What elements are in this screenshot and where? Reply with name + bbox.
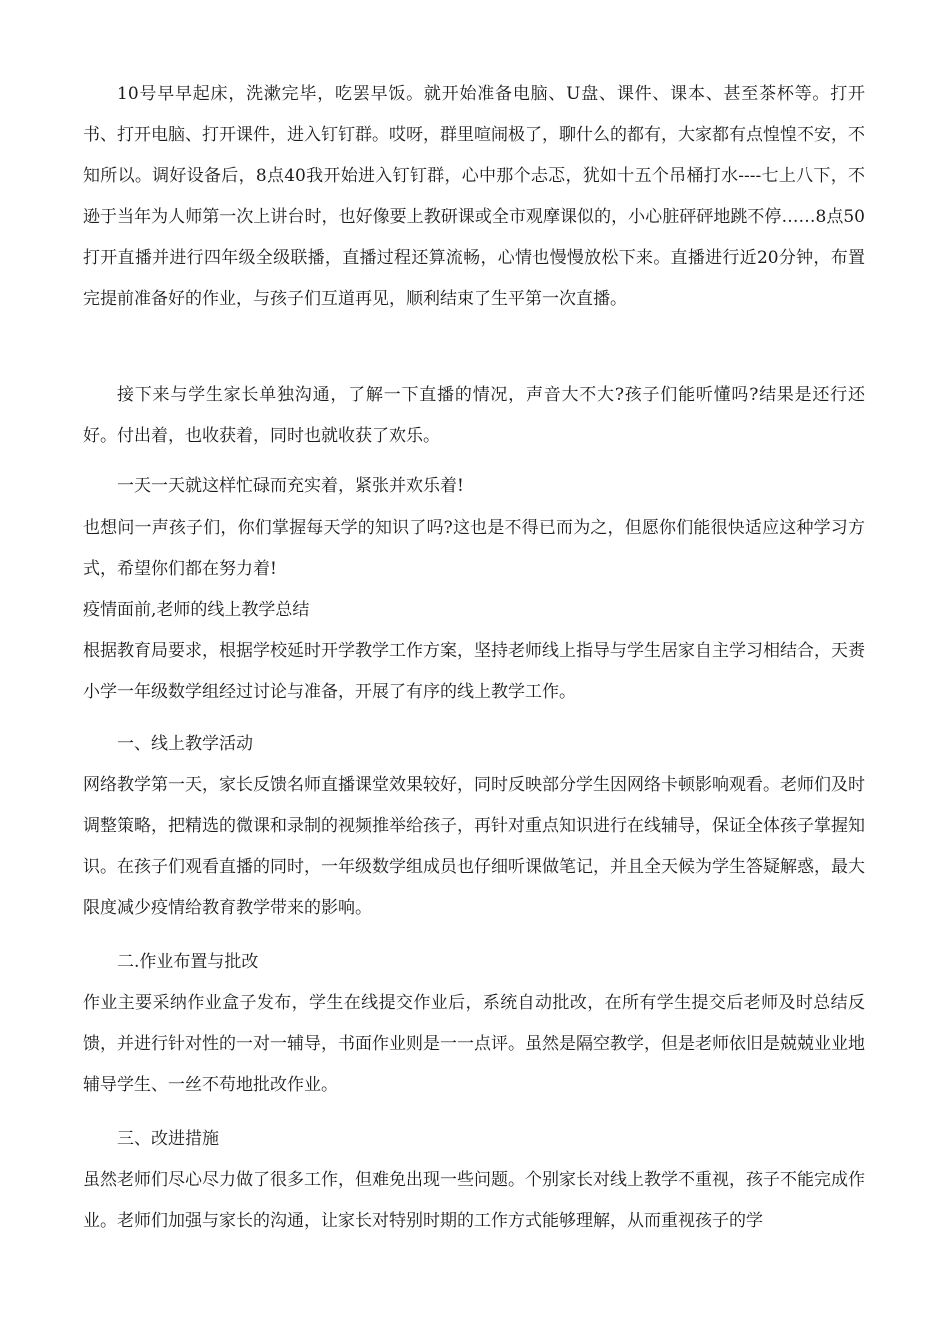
- paragraph-improvements: 虽然老师们尽心尽力做了很多工作，但难免出现一些问题。个别家长对线上教学不重视，孩子不能完成作业。老师们加强与家长的沟通，让家长对特别时期的工作方式能够理解，从而重视孩子的学: [83, 1170, 865, 1231]
- heading-improvements: 三、改进措施: [117, 1129, 219, 1149]
- paragraph-busy-days: 一天一天就这样忙碌而充实着，紧张并欢乐着!: [117, 476, 464, 496]
- heading-homework: 二.作业布置与批改: [117, 952, 259, 972]
- paragraph-homework: 作业主要采纳作业盒子发布，学生在线提交作业后，系统自动批改，在所有学生提交后老师及时总结反馈，并进行针对性的一对一辅导，书面作业则是一一点评。虽然是隔空教学，但是老师依旧是兢兢业业地辅导学生、一丝不苟地批改作业。: [83, 993, 865, 1095]
- paragraph-online-teaching: 网络教学第一天，家长反馈名师直播课堂效果较好，同时反映部分学生因网络卡顿影响观看。老师们及时调整策略，把精选的微课和录制的视频推举给孩子，再针对重点知识进行在线辅导，保证全体孩子掌握知识。在孩子们观看直播的同时，一年级数学组成员也仔细听课做笔记，并且全天候为学生答疑解惑，最大限度减少疫情给教育教学带来的影响。: [83, 775, 865, 918]
- heading-online-teaching: 一、线上教学活动: [117, 734, 253, 754]
- paragraph-question-to-students: 也想问一声孩子们，你们掌握每天学的知识了吗?这也是不得已而为之，但愿你们能很快适应这种学习方式，希望你们都在努力着!: [83, 518, 865, 579]
- paragraph-first-livestream: 10号早早起床，洗漱完毕，吃罢早饭。就开始准备电脑、U盘、课件、课本、甚至茶杯等。打开书、打开电脑、打开课件，进入钉钉群。哎呀，群里喧闹极了，聊什么的都有，大家都有点惶惶不安，不知所以。调好设备后，8点40我开始进入钉钉群，心中那个忐忑，犹如十五个吊桶打水----七上八下，不逊于当年为人师第一次上讲台时，也好像要上教研课或全市观摩课似的，小心脏砰砰地跳不停……8点50打开直播并进行四年级全级联播，直播过程还算流畅，心情也慢慢放松下来。直播进行近20分钟，布置完提前准备好的作业，与孩子们互道再见，顺利结束了生平第一次直播。: [83, 84, 865, 309]
- paragraph-introduction: 根据教育局要求，根据学校延时开学教学工作方案，坚持老师线上指导与学生居家自主学习相结合，天赉小学一年级数学组经过讨论与准备，开展了有序的线上教学工作。: [83, 641, 865, 702]
- paragraph-parent-communication: 接下来与学生家长单独沟通，了解一下直播的情况，声音大不大?孩子们能听懂吗?结果是还行还好。付出着，也收获着，同时也就收获了欢乐。: [83, 385, 865, 446]
- section-title: 疫情面前,老师的线上教学总结: [83, 600, 310, 620]
